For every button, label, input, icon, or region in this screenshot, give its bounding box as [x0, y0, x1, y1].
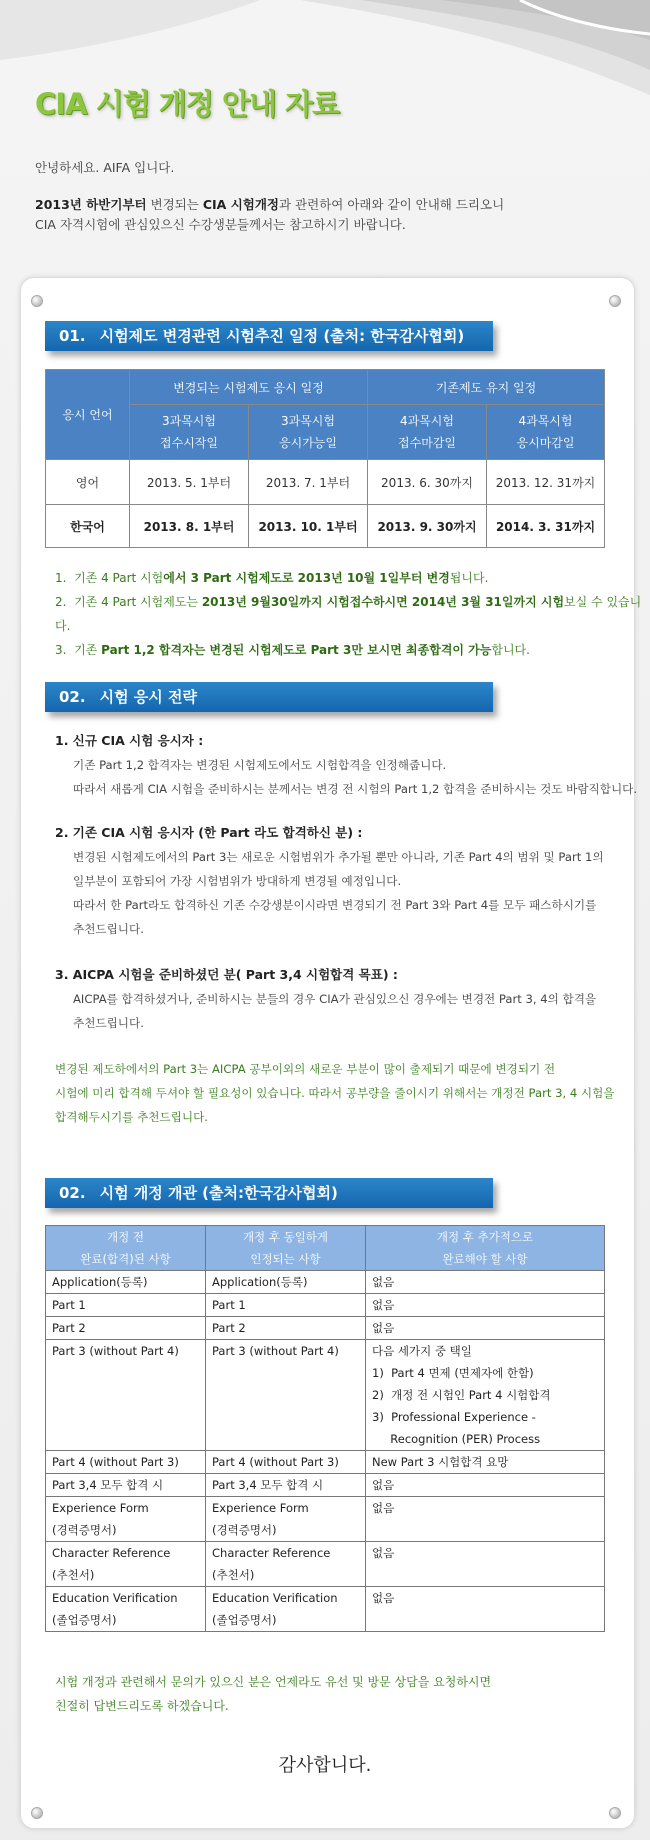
table-cell — [46, 1451, 206, 1474]
sub-header: 3과목시험 응시가능일 — [249, 405, 368, 460]
cell-line: 없음 — [372, 1478, 395, 1492]
table-cell — [206, 1587, 366, 1632]
table-cell — [46, 1542, 206, 1587]
cell-line: Experience Form — [52, 1501, 149, 1515]
list-item: 3. 기존 Part 1,2 합격자는 변경된 시험제도로 Part 3만 보시면 최종합격이 가능합니다. — [55, 643, 530, 657]
closing-message — [55, 1670, 491, 1718]
table-cell — [206, 1542, 366, 1587]
cell-line: Part 3,4 모두 합격 시 — [212, 1478, 324, 1492]
strategy-line: 변경된 시험제도에서의 Part 3는 새로운 시험범위가 추가될 뿐만 아니라, 기존 Part 4의 범위 및 Part 1의 — [73, 850, 604, 864]
table-cell: 2013. 5. 1부터 — [130, 460, 249, 505]
strategy-line: 기존 Part 1,2 합격자는 변경된 시험제도에서도 시험합격을 인정해줍니다. — [73, 758, 447, 772]
cell-line: Part 2 — [52, 1321, 86, 1335]
table-row — [46, 1340, 605, 1451]
cell-line: (경력증명서) — [52, 1523, 117, 1537]
cell-line: (추천서) — [212, 1568, 255, 1582]
table-cell — [206, 1497, 366, 1542]
screw-icon — [609, 295, 621, 307]
cell-line: (졸업증명서) — [212, 1613, 277, 1627]
table-cell: 영어 — [46, 460, 130, 505]
screw-icon — [609, 1807, 621, 1819]
table-row — [46, 1271, 605, 1294]
section-3-header: 02. 시험 개정 개관 (출처:한국감사협회) — [45, 1178, 493, 1208]
section-1-header: 01. 시험제도 변경관련 시험추진 일정 (출처: 한국감사협회) — [45, 321, 493, 351]
sub-header: 4과목시험 접수마감일 — [368, 405, 487, 460]
cell-line: Education Verification — [212, 1591, 338, 1605]
table-cell — [366, 1271, 605, 1294]
cell-line: 없음 — [372, 1275, 395, 1289]
strategy-note — [55, 1057, 614, 1129]
schedule-notes — [55, 566, 650, 662]
screw-icon — [31, 295, 43, 307]
table-row — [46, 1542, 605, 1587]
group-new: 변경되는 시험제도 응시 일정 — [130, 370, 368, 405]
greeting: 안녕하세요. AIFA 입니다. — [35, 160, 175, 175]
note-line: 시험에 미리 합격해 두셔야 할 필요성이 있습니다. 따라서 공부량을 줄이시기 위해서는 개정전 Part 3, 4 시험을 — [55, 1086, 615, 1100]
table-cell — [46, 1587, 206, 1632]
strategy-item-1 — [55, 729, 637, 801]
cell-line: 없음 — [372, 1321, 395, 1335]
cell-line: Part 4 (without Part 3) — [52, 1455, 179, 1469]
cell-line: Part 2 — [212, 1321, 246, 1335]
cell-line: 없음 — [372, 1501, 395, 1515]
table-row — [46, 1317, 605, 1340]
table-cell: 2013. 7. 1부터 — [249, 460, 368, 505]
cell-line: Part 3,4 모두 합격 시 — [52, 1478, 164, 1492]
table-cell: 2013. 9. 30까지 — [368, 505, 487, 548]
strategy-item-3 — [55, 963, 596, 1035]
cell-line: (추천서) — [52, 1568, 95, 1582]
strategy-line: AICPA를 합격하셨거나, 준비하시는 분들의 경우 CIA가 관심있으신 경우에는 변경전 Part 3, 4의 합격을 — [73, 992, 597, 1006]
table-cell — [46, 1271, 206, 1294]
strategy-line: 일부분이 포함되어 가장 시험범위가 방대하게 변경될 예정입니다. — [73, 874, 402, 888]
table-cell — [366, 1542, 605, 1587]
table-cell: 한국어 — [46, 505, 130, 548]
col-header: 개정 전 완료(합격)된 사항 — [46, 1226, 206, 1271]
col-lang: 응시 언어 — [46, 370, 130, 460]
table-cell: 2013. 8. 1부터 — [130, 505, 249, 548]
cell-line: New Part 3 시험합격 요망 — [372, 1455, 509, 1469]
table-cell — [206, 1340, 366, 1451]
cell-line: Part 1 — [52, 1298, 86, 1312]
cell-line: (졸업증명서) — [52, 1613, 117, 1627]
cell-line: 1) Part 4 면제 (면제자에 한함) — [372, 1366, 534, 1380]
table-row — [46, 1474, 605, 1497]
table-row — [46, 1451, 605, 1474]
table-cell — [46, 1340, 206, 1451]
header-decoration — [0, 0, 650, 95]
strategy-line: 따라서 한 Part라도 합격하신 기존 수강생분이시라면 변경되기 전 Part 3와 Part 4를 모두 패스하시기를 — [73, 898, 597, 912]
cell-line: Experience Form — [212, 1501, 309, 1515]
table-cell — [366, 1451, 605, 1474]
section-2-header: 02. 시험 응시 전략 — [45, 682, 493, 712]
table-cell — [366, 1497, 605, 1542]
sub-header: 3과목시험 접수시작일 — [130, 405, 249, 460]
strategy-heading: 2. 기존 CIA 시험 응시자 (한 Part 라도 합격하신 분) : — [55, 825, 363, 840]
cell-line: 없음 — [372, 1546, 395, 1560]
table-cell — [46, 1317, 206, 1340]
sub-header: 4과목시험 응시마감일 — [487, 405, 605, 460]
strategy-line: 추천드립니다. — [73, 922, 144, 936]
table-cell: 2013. 6. 30까지 — [368, 460, 487, 505]
revision-table-body — [46, 1271, 605, 1632]
table-cell: 2014. 3. 31까지 — [487, 505, 605, 548]
table-cell — [366, 1340, 605, 1451]
cell-line: Character Reference — [212, 1546, 331, 1560]
table-cell: 2013. 12. 31까지 — [487, 460, 605, 505]
table-cell — [206, 1474, 366, 1497]
revision-table — [45, 1225, 605, 1632]
table-cell — [46, 1497, 206, 1542]
table-cell — [366, 1587, 605, 1632]
list-item: 1. 기존 4 Part 시험에서 3 Part 시험제도로 2013년 10월 1일부터 변경됩니다. — [55, 571, 489, 585]
cell-line: 없음 — [372, 1298, 395, 1312]
intro — [35, 158, 504, 235]
col-header: 개정 후 동일하게 인정되는 사항 — [206, 1226, 366, 1271]
schedule-table — [45, 369, 605, 548]
cell-line: 2) 개정 전 시험인 Part 4 시험합격 — [372, 1388, 551, 1402]
intro-line-1: 2013년 하반기부터 변경되는 CIA 시험개정과 관련하여 아래와 같이 안내해 드리오니 — [35, 197, 505, 212]
table-cell — [206, 1317, 366, 1340]
closing-line: 시험 개정과 관련해서 문의가 있으신 분은 언제라도 유선 및 방문 상담을 요청하시면 — [55, 1675, 492, 1689]
table-cell — [366, 1474, 605, 1497]
cell-line: Part 3 (without Part 4) — [212, 1344, 339, 1358]
table-row — [46, 1587, 605, 1632]
cell-line: Part 3 (without Part 4) — [52, 1344, 179, 1358]
table-cell — [46, 1474, 206, 1497]
intro-line-2: CIA 자격시험에 관심있으신 수강생분들께서는 참고하시기 바랍니다. — [35, 217, 406, 232]
table-cell — [46, 1294, 206, 1317]
note-line: 변경된 제도하에서의 Part 3는 AICPA 공부이외의 새로운 부분이 많이 출제되기 때문에 변경되기 전 — [55, 1062, 556, 1076]
strategy-line: 따라서 새롭게 CIA 시험을 준비하시는 분께서는 변경 전 시험의 Part 1,2 합격을 준비하시는 것도 바람직합니다. — [73, 782, 638, 796]
table-cell — [206, 1294, 366, 1317]
cell-line: Part 4 (without Part 3) — [212, 1455, 339, 1469]
table-cell — [206, 1451, 366, 1474]
strategy-heading: 1. 신규 CIA 시험 응시자 : — [55, 733, 204, 748]
cell-line: Application(등록) — [52, 1275, 148, 1289]
group-old: 기존제도 유지 일정 — [368, 370, 605, 405]
table-cell — [366, 1294, 605, 1317]
screw-icon — [31, 1807, 43, 1819]
cell-line: 다음 세가지 중 택일 — [372, 1344, 472, 1358]
table-row — [46, 1294, 605, 1317]
table-row — [46, 1497, 605, 1542]
list-item: 2. 기존 4 Part 시험제도는 2013년 9월30일까지 시험접수하시면 2014년 3월 31일까지 시험보실 수 있습니다. — [55, 595, 642, 633]
cell-line: 없음 — [372, 1591, 395, 1605]
cell-line: (경력증명서) — [212, 1523, 277, 1537]
table-cell: 2013. 10. 1부터 — [249, 505, 368, 548]
strategy-line: 추천드립니다. — [73, 1016, 144, 1030]
cell-line: Application(등록) — [212, 1275, 308, 1289]
cell-line: Character Reference — [52, 1546, 171, 1560]
cell-line: Part 1 — [212, 1298, 246, 1312]
strategy-heading: 3. AICPA 시험을 준비하셨던 분( Part 3,4 시험합격 목표) : — [55, 967, 398, 982]
note-line: 합격해두시기를 추천드립니다. — [55, 1110, 208, 1124]
thanks-text: 감사합니다. — [278, 1755, 372, 1776]
page-title: CIA 시험 개정 안내 자료 — [35, 87, 340, 121]
cell-line: Education Verification — [52, 1591, 178, 1605]
col-header: 개정 후 추가적으로 완료해야 할 사항 — [366, 1226, 605, 1271]
cell-line: Recognition (PER) Process — [372, 1432, 541, 1446]
cell-line: 3) Professional Experience - — [372, 1410, 536, 1424]
closing-line: 친절히 답변드리도록 하겠습니다. — [55, 1699, 229, 1713]
table-cell — [206, 1271, 366, 1294]
table-cell — [366, 1317, 605, 1340]
strategy-item-2 — [55, 821, 604, 941]
